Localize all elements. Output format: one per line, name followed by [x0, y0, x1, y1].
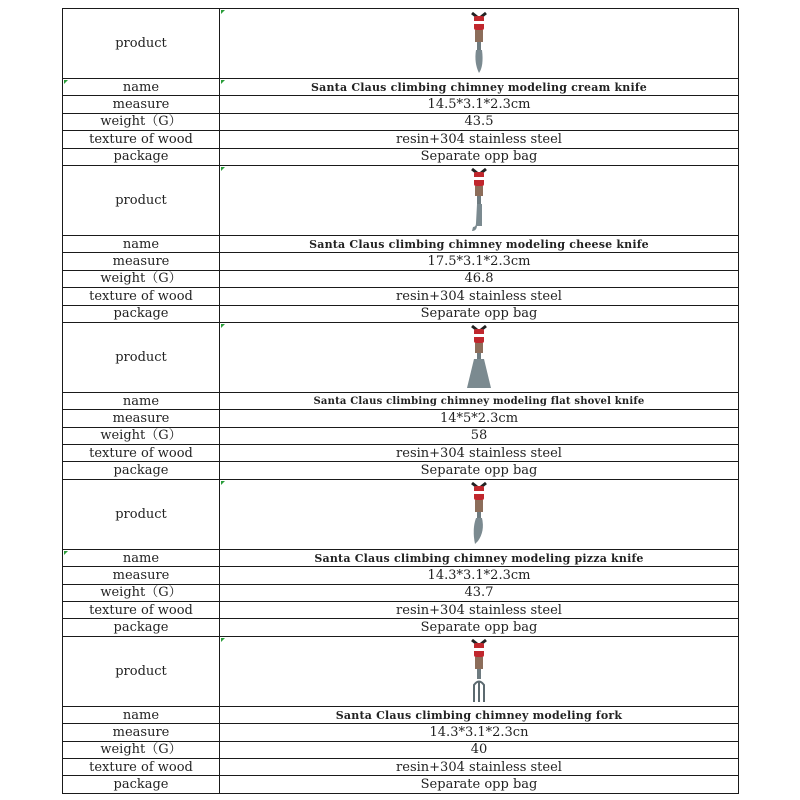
- measure-label: measure: [63, 724, 220, 741]
- measure-row: [63, 253, 739, 270]
- weight-value: 40: [220, 741, 739, 758]
- product-name: Santa Claus climbing chimney modeling fork: [220, 706, 739, 723]
- name-label: name: [63, 79, 220, 96]
- weight-value: 46.8: [220, 270, 739, 287]
- weight-row: [63, 113, 739, 130]
- name-label: name: [63, 392, 220, 409]
- measure-value: 14.3*3.1*2.3cn: [220, 724, 739, 741]
- package-label: package: [63, 305, 220, 322]
- weight-label: weight（G）: [63, 113, 220, 130]
- cheese-knife-icon: [464, 167, 494, 233]
- product-label: product: [63, 322, 220, 392]
- measure-value: 14.3*3.1*2.3cm: [220, 567, 739, 584]
- package-row: [63, 462, 739, 479]
- pizza-knife-icon: [464, 481, 494, 547]
- product-row: [63, 165, 739, 235]
- texture-label: texture of wood: [63, 131, 220, 148]
- texture-label: texture of wood: [63, 758, 220, 775]
- product-image-cell: [220, 9, 739, 79]
- measure-label: measure: [63, 96, 220, 113]
- weight-label: weight（G）: [63, 427, 220, 444]
- package-row: [63, 148, 739, 165]
- name-label: name: [63, 549, 220, 566]
- weight-value: 58: [220, 427, 739, 444]
- texture-label: texture of wood: [63, 288, 220, 305]
- weight-row: [63, 427, 739, 444]
- measure-row: [63, 567, 739, 584]
- name-row: [63, 549, 739, 566]
- name-row: [63, 706, 739, 723]
- name-row: [63, 79, 739, 96]
- package-label: package: [63, 148, 220, 165]
- product-image-cell: [220, 165, 739, 235]
- package-row: [63, 305, 739, 322]
- measure-row: [63, 96, 739, 113]
- weight-row: [63, 270, 739, 287]
- measure-value: 17.5*3.1*2.3cm: [220, 253, 739, 270]
- product-image-cell: [220, 636, 739, 706]
- package-label: package: [63, 619, 220, 636]
- weight-label: weight（G）: [63, 741, 220, 758]
- texture-row: [63, 602, 739, 619]
- cream-knife-icon: [464, 11, 494, 77]
- product-image-cell: [220, 479, 739, 549]
- product-name: Santa Claus climbing chimney modeling cheese knife: [220, 235, 739, 252]
- package-value: Separate opp bag: [220, 462, 739, 479]
- package-value: Separate opp bag: [220, 148, 739, 165]
- texture-value: resin+304 stainless steel: [220, 758, 739, 775]
- product-label: product: [63, 165, 220, 235]
- texture-row: [63, 445, 739, 462]
- product-row: [63, 479, 739, 549]
- texture-value: resin+304 stainless steel: [220, 288, 739, 305]
- product-row: [63, 322, 739, 392]
- package-label: package: [63, 462, 220, 479]
- texture-row: [63, 288, 739, 305]
- measure-row: [63, 724, 739, 741]
- product-name: Santa Claus climbing chimney modeling pizza knife: [220, 549, 739, 566]
- weight-row: [63, 741, 739, 758]
- measure-value: 14*5*2.3cm: [220, 410, 739, 427]
- name-label: name: [63, 235, 220, 252]
- weight-value: 43.7: [220, 584, 739, 601]
- measure-label: measure: [63, 567, 220, 584]
- texture-row: [63, 758, 739, 775]
- measure-row: [63, 410, 739, 427]
- weight-label: weight（G）: [63, 270, 220, 287]
- product-label: product: [63, 479, 220, 549]
- name-row: [63, 235, 739, 252]
- product-row: [63, 9, 739, 79]
- package-row: [63, 619, 739, 636]
- texture-label: texture of wood: [63, 602, 220, 619]
- weight-value: 43.5: [220, 113, 739, 130]
- measure-label: measure: [63, 253, 220, 270]
- texture-label: texture of wood: [63, 445, 220, 462]
- flat-shovel-knife-icon: [461, 324, 497, 390]
- product-image-cell: [220, 322, 739, 392]
- texture-row: [63, 131, 739, 148]
- product-row: [63, 636, 739, 706]
- package-value: Separate opp bag: [220, 619, 739, 636]
- product-name: Santa Claus climbing chimney modeling cream knife: [220, 79, 739, 96]
- product-label: product: [63, 9, 220, 79]
- texture-value: resin+304 stainless steel: [220, 445, 739, 462]
- measure-label: measure: [63, 410, 220, 427]
- name-label: name: [63, 706, 220, 723]
- package-value: Separate opp bag: [220, 305, 739, 322]
- package-value: Separate opp bag: [220, 776, 739, 793]
- package-row: [63, 776, 739, 793]
- fork-icon: [464, 638, 494, 704]
- weight-row: [63, 584, 739, 601]
- weight-label: weight（G）: [63, 584, 220, 601]
- package-label: package: [63, 776, 220, 793]
- texture-value: resin+304 stainless steel: [220, 602, 739, 619]
- measure-value: 14.5*3.1*2.3cm: [220, 96, 739, 113]
- name-row: [63, 392, 739, 409]
- product-label: product: [63, 636, 220, 706]
- product-spec-table: [62, 8, 739, 794]
- texture-value: resin+304 stainless steel: [220, 131, 739, 148]
- product-name: Santa Claus climbing chimney modeling flat shovel knife: [220, 392, 739, 409]
